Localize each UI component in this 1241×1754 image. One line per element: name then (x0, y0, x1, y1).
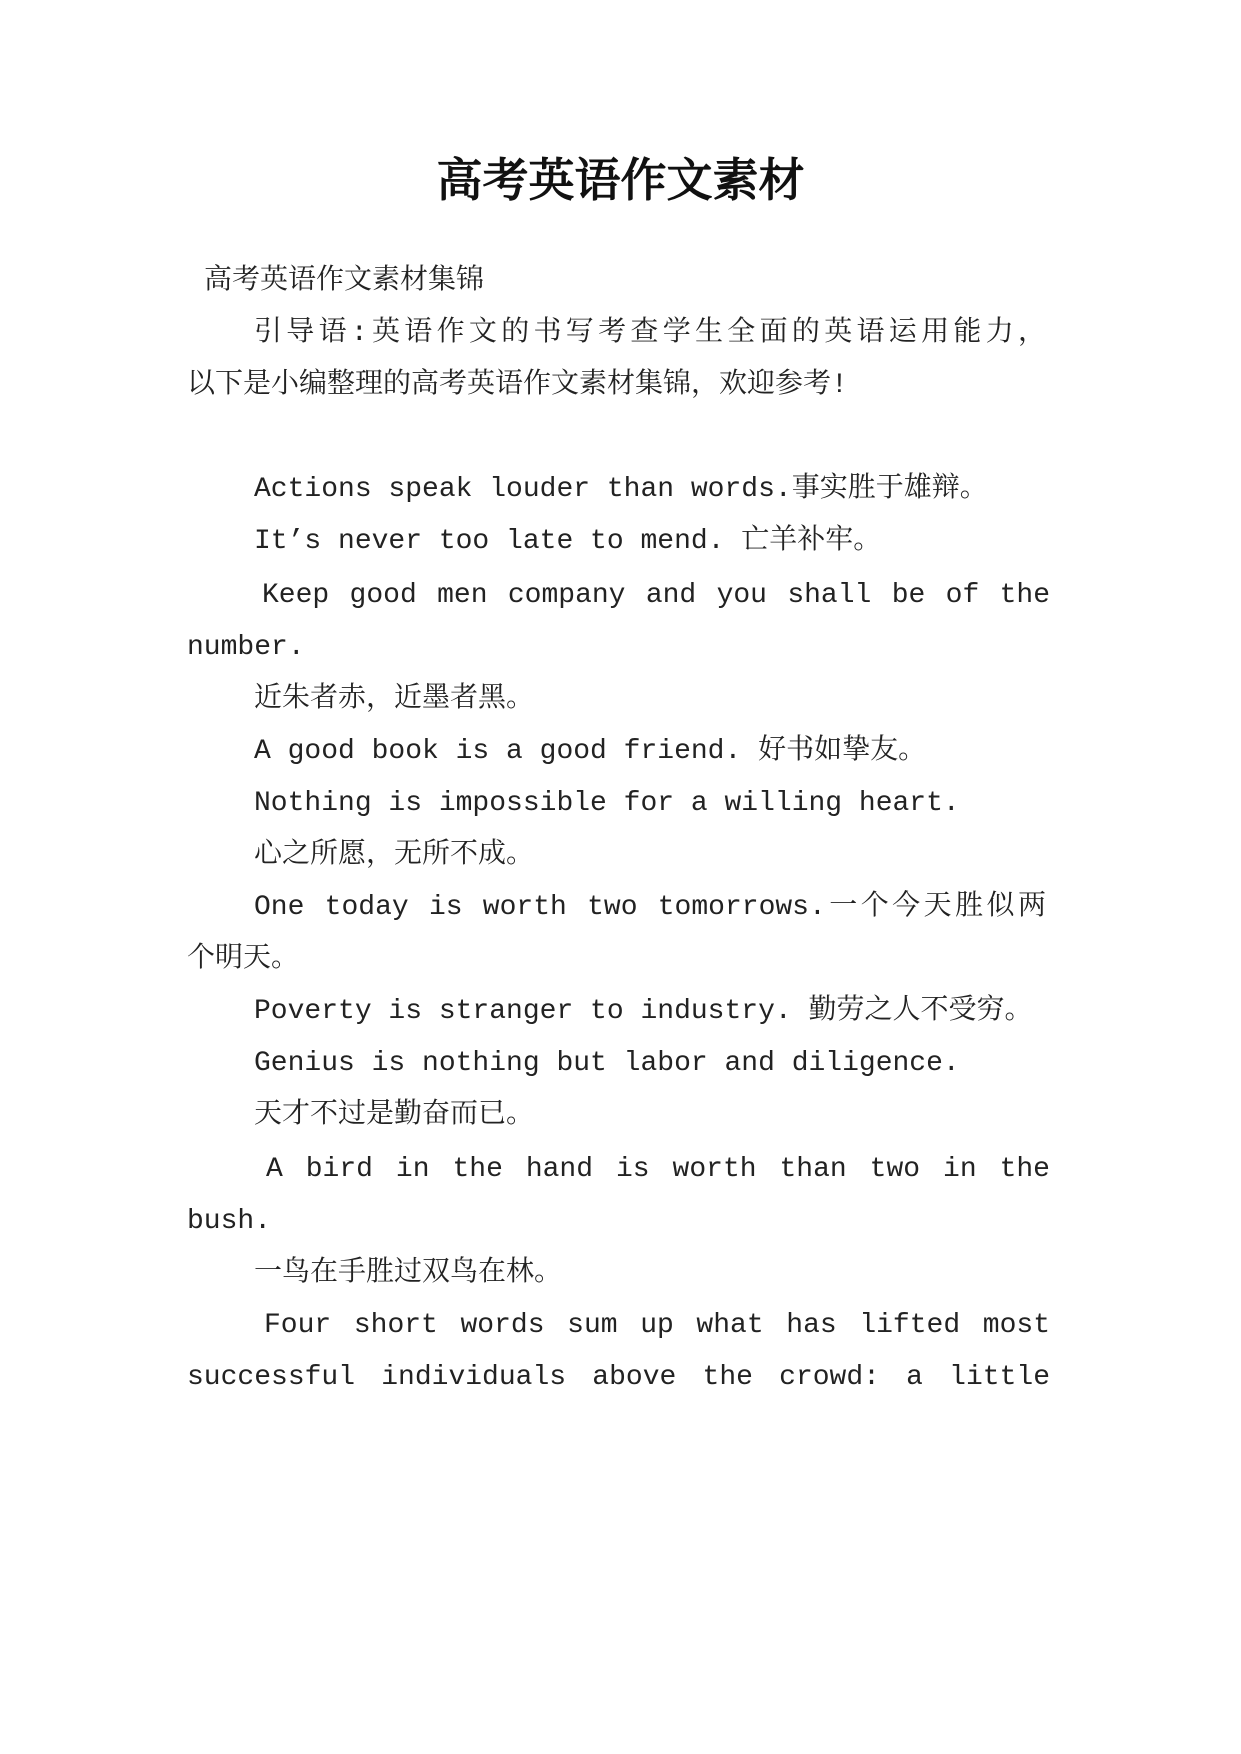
paragraph-line: 个明天。 (187, 944, 300, 975)
paragraph-line: 心之所愿，无所不成。 (254, 840, 535, 871)
paragraph-line: 一鸟在手胜过双鸟在林。 (254, 1258, 563, 1289)
paragraph-line: Actions speak louder than words.事实胜于雄辩。 (254, 474, 988, 505)
paragraph-line: A good book is a good friend. 好书如挚友。 (254, 736, 927, 767)
paragraph-line: Poverty is stranger to industry. 勤劳之人不受穷。 (254, 996, 1033, 1027)
intro-line-2: 以下是小编整理的高考英语作文素材集锦，欢迎参考! (187, 370, 848, 401)
paragraph-line: Genius is nothing but labor and diligence. (254, 1048, 960, 1079)
paragraph-line: 近朱者赤，近墨者黑。 (254, 684, 535, 715)
paragraph-line: It’s never too late to mend. 亡羊补牢。 (254, 526, 882, 557)
paragraph-line: successful individuals above the crowd: a little (187, 1362, 1050, 1393)
subtitle-line: 高考英语作文素材集锦 (204, 266, 485, 297)
paragraph-line: One today is worth two tomorrows.一个今天胜似两 (254, 892, 1046, 923)
paragraph-line: Nothing is impossible for a willing heart. (254, 788, 960, 819)
paragraph-line: A bird in the hand is worth than two in the (266, 1154, 1050, 1185)
document-title: 高考英语作文素材 (436, 153, 805, 207)
paragraph-line: Keep good men company and you shall be of the (262, 580, 1050, 611)
paragraph-line: number. (187, 632, 305, 663)
intro-line-1: 引导语:英语作文的书写考查学生全面的英语运用能力， (254, 318, 1046, 349)
paragraph-line: 天才不过是勤奋而已。 (254, 1100, 535, 1131)
paragraph-line: Four short words sum up what has lifted most (264, 1310, 1050, 1341)
paragraph-line: bush. (187, 1206, 272, 1237)
